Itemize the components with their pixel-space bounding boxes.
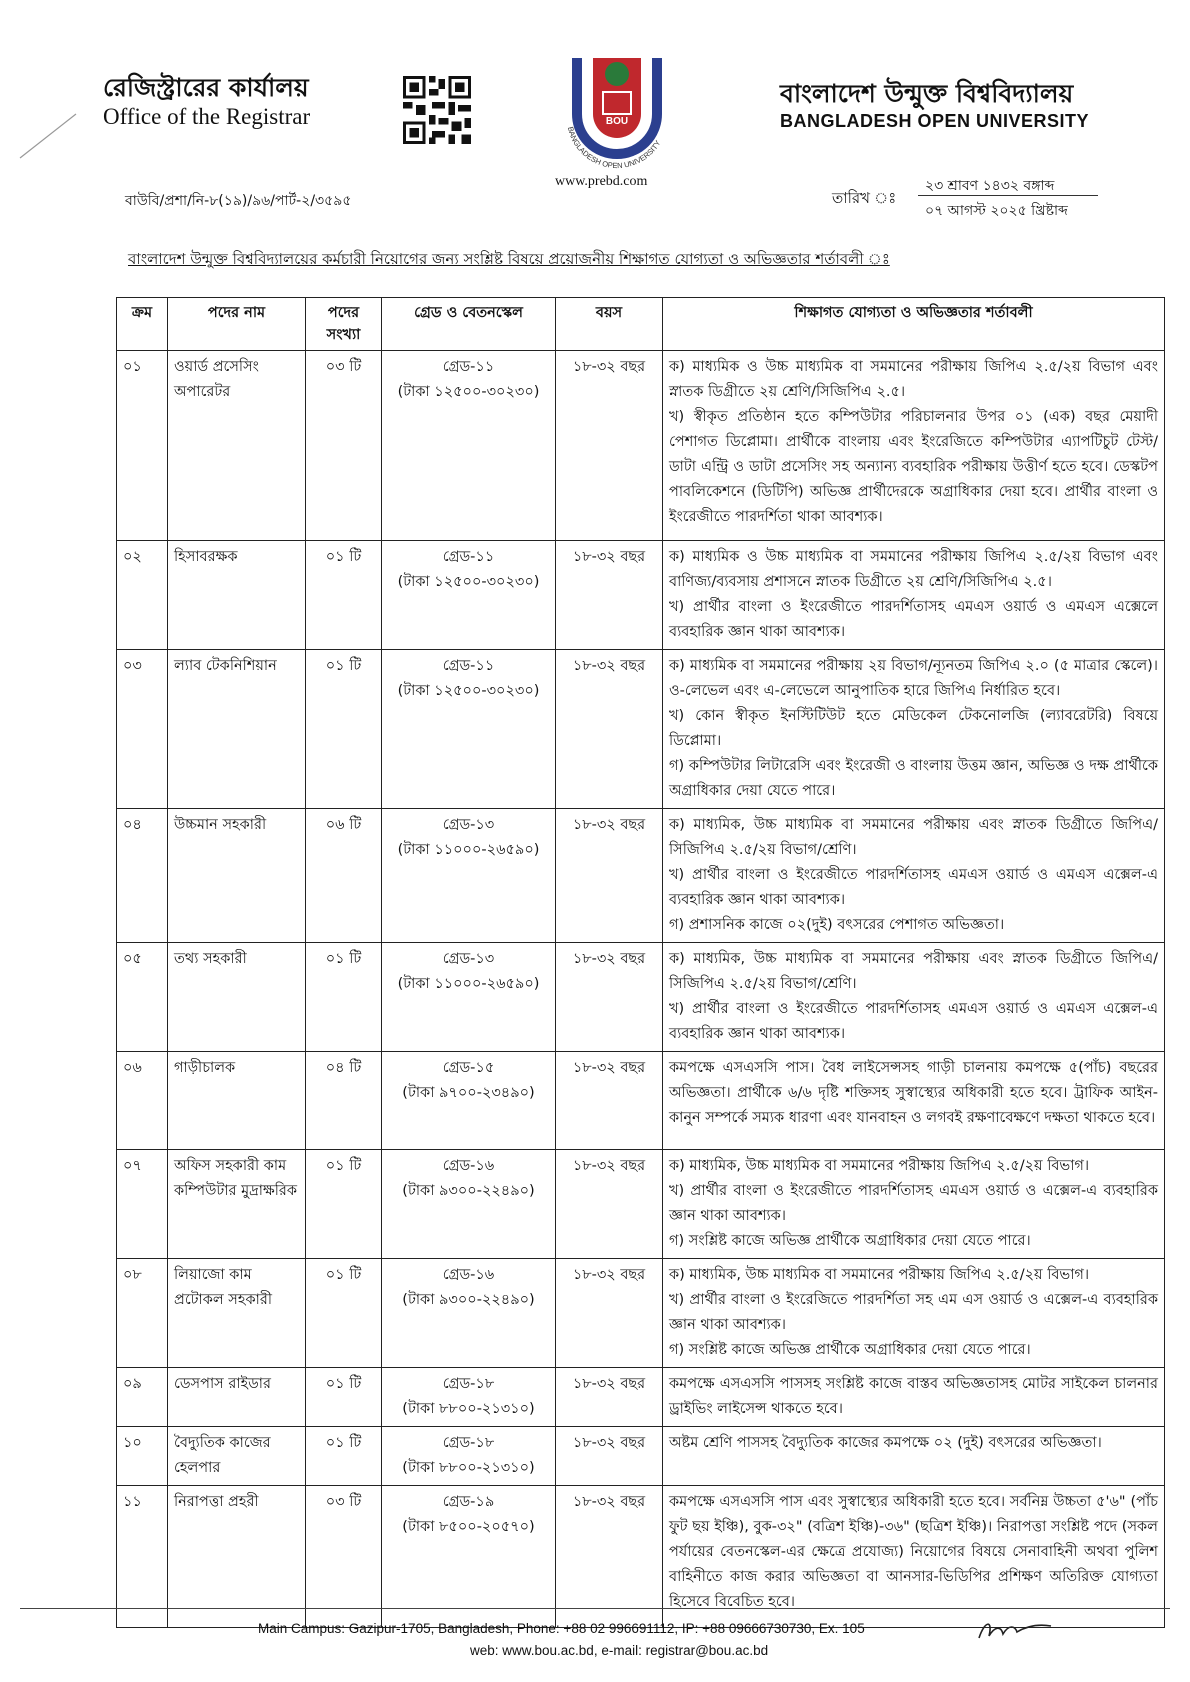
qualification-item: খ) প্রার্থীর বাংলা ও ইংরেজীতে পারদর্শিতাসহ এমএস ওয়ার্ড ও এমএস এক্সেল-এ ব্যবহারিক জ্ঞান থাকা আবশ্যক। [669, 867, 1158, 908]
pay-scale: (টাকা ৯৩০০-২২৪৯০) [402, 1183, 535, 1199]
qualification-item: ক) মাধ্যমিক, উচ্চ মাধ্যমিক বা সমমানের পরীক্ষায় জিপিএ ২.৫/২য় বিভাগ। [669, 1267, 1090, 1283]
pay-scale: (টাকা ৮৫০০-২০৫৭০) [402, 1519, 535, 1535]
row-age-limit: ১৮-৩২ বছর [556, 1052, 663, 1150]
university-name-en: BANGLADESH OPEN UNIVERSITY [780, 111, 1090, 131]
row-qualification [663, 541, 1165, 650]
pay-scale: (টাকা ৮৮০০-২১৩১০) [402, 1460, 535, 1476]
table-row [117, 809, 1165, 943]
table-row [117, 1150, 1165, 1259]
row-grade-scale [382, 1259, 556, 1368]
row-age-limit: ১৮-৩২ বছর [556, 1150, 663, 1259]
row-grade-scale [382, 943, 556, 1052]
header-qualification: শিক্ষাগত যোগ্যতা ও অভিজ্ঞতার শর্তাবলী [663, 298, 1165, 351]
header-post-name: পদের নাম [168, 298, 306, 351]
date-bangla: ২৩ শ্রাবণ ১৪৩২ বঙ্গাব্দ [925, 178, 1055, 194]
university-logo [553, 48, 681, 176]
row-post-name: ওয়ার্ড প্রসেসিং অপারেটর [168, 351, 306, 541]
row-serial: ০৩ [117, 650, 168, 809]
row-qualification [663, 1052, 1165, 1150]
qualification-item: ক) মাধ্যমিক ও উচ্চ মাধ্যমিক বা সমমানের পরীক্ষায় জিপিএ ২.৫/২য় বিভাগ এবং বাণিজ্য/ব্যবসায় প্রশাসনে স্নাতক ডিগ্রীতে ২য় শ্রেণি/সিজিপিএ ২.৫। [669, 549, 1158, 590]
pay-scale: (টাকা ৯৭০০-২৩৪৯০) [402, 1085, 535, 1101]
logo-text: BOU [605, 116, 629, 127]
row-grade-scale [382, 650, 556, 809]
pay-scale: (টাকা ১১০০০-২৬৫৯০) [397, 976, 540, 992]
row-qualification [663, 1368, 1165, 1427]
row-post-count: ০৩ টি [306, 1486, 382, 1628]
row-post-name: ডেসপাস রাইডার [168, 1368, 306, 1427]
row-age-limit: ১৮-৩২ বছর [556, 1259, 663, 1368]
row-qualification [663, 1427, 1165, 1486]
footer-address: Main Campus: Gazipur-1705, Bangladesh, Phone: +88 02 996691112, IP: +88 09666730730, Ex. 105 [258, 1621, 865, 1636]
qualification-item: খ) স্বীকৃত প্রতিষ্ঠান হতে কম্পিউটার পরিচালনার উপর ০১ (এক) বছর মেয়াদী পেশাগত ডিপ্লোমা। প্রার্থীকে বাংলায় এবং ইংরেজিতে কম্পিউটার এ্যাপটিচুট টেস্ট/ডাটা এন্ট্রি ও ডাটা প্রসেসিং সহ অন্যান্য ব্যবহারিক পরীক্ষায় উত্তীর্ণ হতে হবে। ডেস্কটপ পাবলিকেশনে (ডিটিপি) অভিজ্ঞ প্রার্থীদেরকে অগ্রাধিকার দেয়া হবে। প্রার্থীর বাংলা ও ইংরেজীতে পারদর্শিতা থাকা আবশ্যক। [669, 409, 1158, 525]
office-title-en: Office of the Registrar [103, 104, 311, 129]
table-row [117, 1486, 1165, 1628]
pen-scratch-mark [18, 110, 78, 160]
row-post-name: বৈদ্যুতিক কাজের হেলপার [168, 1427, 306, 1486]
qualification-item: কমপক্ষে এসএসসি পাস। বৈধ লাইসেন্সসহ গাড়ী চালনায় কমপক্ষে ৫(পাঁচ) বছরের অভিজ্ঞতা। প্রার্থীকে ৬/৬ দৃষ্টি শক্তিসহ সুস্বাস্থ্যের অধিকারী হতে হবে। ট্রাফিক আইন-কানুন সম্পর্কে সম্যক ধারণা এবং যানবাহন ও লগবই রক্ষণাবেক্ষণে দক্ষতা থাকতে হবে। [669, 1060, 1158, 1126]
table-row [117, 1368, 1165, 1427]
row-grade-scale [382, 809, 556, 943]
row-post-name: উচ্চমান সহকারী [168, 809, 306, 943]
grade-label: গ্রেড-১৮ [442, 1376, 495, 1392]
qualification-item: অষ্টম শ্রেণি পাসসহ বৈদ্যুতিক কাজের কমপক্ষে ০২ (দুই) বৎসরের অভিজ্ঞতা। [669, 1435, 1102, 1451]
row-serial: ১১ [117, 1486, 168, 1628]
row-qualification [663, 1486, 1165, 1628]
pay-scale: (টাকা ৮৮০০-২১৩১০) [402, 1401, 535, 1417]
table-row [117, 351, 1165, 541]
website-text: www.prebd.com [555, 174, 648, 189]
grade-label: গ্রেড-১৩ [442, 817, 495, 833]
grade-label: গ্রেড-১৬ [442, 1267, 495, 1283]
grade-label: গ্রেড-১৮ [442, 1435, 495, 1451]
row-qualification [663, 809, 1165, 943]
footer-contact: web: www.bou.ac.bd, e-mail: registrar@bou.ac.bd [470, 1643, 769, 1658]
qualification-item: গ) সংশ্লিষ্ট কাজে অভিজ্ঞ প্রার্থীকে অগ্রাধিকার দেয়া যেতে পারে। [669, 1342, 1031, 1358]
qr-code-icon [403, 76, 471, 144]
row-age-limit: ১৮-৩২ বছর [556, 351, 663, 541]
row-age-limit: ১৮-৩২ বছর [556, 1486, 663, 1628]
row-post-count: ০৬ টি [306, 809, 382, 943]
qualification-item: ক) মাধ্যমিক বা সমমানের পরীক্ষায় ২য় বিভাগ/ন্যূনতম জিপিএ ২.০ (৫ মাত্রার স্কেলে)। ও-লেভেল এবং এ-লেভেলে আনুপাতিক হারে জিপিএ নির্ধারিত হবে। [669, 658, 1158, 699]
row-qualification [663, 943, 1165, 1052]
row-qualification [663, 650, 1165, 809]
signature-mark [975, 1616, 1055, 1646]
qualification-item: কমপক্ষে এসএসসি পাসসহ সংশ্লিষ্ট কাজে বাস্তব অভিজ্ঞতাসহ মোটর সাইকেল চালনার ড্রাইভিং লাইসেন্স থাকতে হবে। [669, 1376, 1158, 1417]
row-post-count: ০১ টি [306, 1259, 382, 1368]
row-serial: ০৭ [117, 1150, 168, 1259]
qualification-item: গ) প্রশাসনিক কাজে ০২(দুই) বৎসরের পেশাগত অভিজ্ঞতা। [669, 917, 1005, 933]
qualification-item: খ) প্রার্থীর বাংলা ও ইংরেজিতে পারদর্শিতা সহ এম এস ওয়ার্ড ও এক্সেল-এ ব্যবহারিক জ্ঞান থাকা আবশ্যক। [669, 1292, 1158, 1333]
header-post-count: পদের সংখ্যা [306, 298, 382, 351]
memo-number: বাউবি/প্রশা/নি-৮(১৯)/৯৬/পার্ট-২/৩৫৯৫ [125, 193, 352, 209]
grade-label: গ্রেড-১৯ [442, 1494, 495, 1510]
qualification-item: খ) প্রার্থীর বাংলা ও ইংরেজীতে পারদর্শিতাসহ এমএস ওয়ার্ড ও এক্সেল-এ ব্যবহারিক জ্ঞান থাকা আবশ্যক। [669, 1183, 1158, 1224]
row-serial: ০৮ [117, 1259, 168, 1368]
pay-scale: (টাকা ১২৫০০-৩০২৩০) [397, 683, 540, 699]
qualification-item: খ) প্রার্থীর বাংলা ও ইংরেজীতে পারদর্শিতাসহ এমএস ওয়ার্ড ও এমএস এক্সেল-এ ব্যবহারিক জ্ঞান থাকা আবশ্যক। [669, 1001, 1158, 1042]
pay-scale: (টাকা ১১০০০-২৬৫৯০) [397, 842, 540, 858]
row-post-count: ০৪ টি [306, 1052, 382, 1150]
row-post-count: ০১ টি [306, 650, 382, 809]
footer-divider [20, 1608, 1170, 1609]
table-row [117, 1259, 1165, 1368]
row-serial: ০৬ [117, 1052, 168, 1150]
row-age-limit: ১৮-৩২ বছর [556, 1368, 663, 1427]
qualification-item: খ) প্রার্থীর বাংলা ও ইংরেজীতে পারদর্শিতাসহ এমএস ওয়ার্ড ও এমএস এক্সেলে ব্যবহারিক জ্ঞান থাকা আবশ্যক। [669, 599, 1158, 640]
table-row [117, 541, 1165, 650]
grade-label: গ্রেড-১৬ [442, 1158, 495, 1174]
row-post-name: হিসাবরক্ষক [168, 541, 306, 650]
table-row [117, 943, 1165, 1052]
grade-label: গ্রেড-১৩ [442, 951, 495, 967]
row-serial: ০২ [117, 541, 168, 650]
row-serial: ১০ [117, 1427, 168, 1486]
qualification-item: গ) সংশ্লিষ্ট কাজে অভিজ্ঞ প্রার্থীকে অগ্রাধিকার দেয়া যেতে পারে। [669, 1233, 1031, 1249]
table-row [117, 1427, 1165, 1486]
qualification-item: ক) মাধ্যমিক ও উচ্চ মাধ্যমিক বা সমমানের পরীক্ষায় জিপিএ ২.৫/২য় বিভাগ এবং স্নাতক ডিগ্রীতে ২য় শ্রেণি/সিজিপিএ ২.৫। [669, 359, 1158, 400]
row-serial: ০১ [117, 351, 168, 541]
header-age: বয়স [556, 298, 663, 351]
qualification-item: খ) কোন স্বীকৃত ইনস্টিটিউট হতে মেডিকেল টেকনোলজি (ল্যাবরেটরি) বিষয়ে ডিপ্লোমা। [669, 708, 1158, 749]
row-post-name: অফিস সহকারী কাম কম্পিউটার মুদ্রাক্ষরিক [168, 1150, 306, 1259]
row-qualification [663, 1259, 1165, 1368]
row-qualification [663, 351, 1165, 541]
row-grade-scale [382, 1368, 556, 1427]
pay-scale: (টাকা ১২৫০০-৩০২৩০) [397, 384, 540, 400]
grade-label: গ্রেড-১১ [442, 359, 495, 375]
pay-scale: (টাকা ১২৫০০-৩০২৩০) [397, 574, 540, 590]
row-grade-scale [382, 1150, 556, 1259]
qualification-item: কমপক্ষে এসএসসি পাস এবং সুস্বাস্থ্যের অধিকারী হতে হবে। সর্বনিম্ন উচ্চতা ৫'৬" (পাঁচ ফুট ছয় ইঞ্চি), বুক-৩২" (বত্রিশ ইঞ্চি)-৩৬" (ছত্রিশ ইঞ্চি)। নিরাপত্তা সংশ্লিষ্ট পদে (সকল পর্যায়ের বেতনস্কেল-এর ক্ষেত্রে প্রযোজ্য) নিয়োগের বিষয়ে সেনাবাহিনী অথবা পুলিশ বাহিনীতে কাজ করার অভিজ্ঞতা বা আনসার-ভিডিপির প্রশিক্ষণ অতিরিক্ত যোগ্যতা হিসেবে বিবেচিত হবে। [669, 1494, 1158, 1610]
row-post-name: তথ্য সহকারী [168, 943, 306, 1052]
row-grade-scale [382, 541, 556, 650]
header-grade-scale: গ্রেড ও বেতনস্কেল [382, 298, 556, 351]
row-age-limit: ১৮-৩২ বছর [556, 541, 663, 650]
qualification-item: গ) কম্পিউটার লিটারেসি এবং ইংরেজী ও বাংলায় উত্তম জ্ঞান, অভিজ্ঞ ও দক্ষ প্রার্থীকে অগ্রাধিকার দেয়া যেতে পারে। [669, 758, 1158, 799]
row-serial: ০৯ [117, 1368, 168, 1427]
qualification-item: ক) মাধ্যমিক, উচ্চ মাধ্যমিক বা সমমানের পরীক্ষায় জিপিএ ২.৫/২য় বিভাগ। [669, 1158, 1090, 1174]
row-post-count: ০১ টি [306, 1150, 382, 1259]
date-gregorian: ০৭ আগস্ট ২০২৫ খ্রিষ্টাব্দ [925, 203, 1068, 219]
table-header-row [117, 298, 1165, 351]
row-serial: ০৫ [117, 943, 168, 1052]
pay-scale: (টাকা ৯৩০০-২২৪৯০) [402, 1292, 535, 1308]
office-title-bn: রেজিস্ট্রারের কার্যালয় [103, 73, 309, 102]
grade-label: গ্রেড-১১ [442, 658, 495, 674]
logo-ring-text: BANGLADESH OPEN UNIVERSITY [565, 125, 663, 171]
table-row [117, 1052, 1165, 1150]
row-post-count: ০১ টি [306, 1368, 382, 1427]
table-row [117, 650, 1165, 809]
row-qualification [663, 1150, 1165, 1259]
row-post-count: ০১ টি [306, 943, 382, 1052]
row-age-limit: ১৮-৩২ বছর [556, 1427, 663, 1486]
university-name-bn: বাংলাদেশ উন্মুক্ত বিশ্ববিদ্যালয় [780, 79, 1074, 108]
requirements-table [116, 297, 1165, 1628]
row-post-name: লিয়াজো কাম প্রটোকল সহকারী [168, 1259, 306, 1368]
notice-subject: বাংলাদেশ উন্মুক্ত বিশ্ববিদ্যালয়ের কর্মচারী নিয়োগের জন্য সংশ্লিষ্ট বিষয়ে প্রয়োজনীয় শিক্ষাগত যোগ্যতা ও অভিজ্ঞতার শর্তাবলী ঃ [128, 250, 890, 268]
row-age-limit: ১৮-৩২ বছর [556, 943, 663, 1052]
row-age-limit: ১৮-৩২ বছর [556, 650, 663, 809]
row-age-limit: ১৮-৩২ বছর [556, 809, 663, 943]
row-post-count: ০৩ টি [306, 351, 382, 541]
row-serial: ০৪ [117, 809, 168, 943]
row-post-name: নিরাপত্তা প্রহরী [168, 1486, 306, 1628]
qualification-item: ক) মাধ্যমিক, উচ্চ মাধ্যমিক বা সমমানের পরীক্ষায় এবং স্নাতক ডিগ্রীতে জিপিএ/সিজিপিএ ২.৫/২য় বিভাগ/শ্রেণি। [669, 951, 1158, 992]
header-serial: ক্রম [117, 298, 168, 351]
row-grade-scale [382, 1427, 556, 1486]
row-grade-scale [382, 1486, 556, 1628]
row-grade-scale [382, 351, 556, 541]
row-grade-scale [382, 1052, 556, 1150]
row-post-count: ০১ টি [306, 541, 382, 650]
row-post-name: গাড়ীচালক [168, 1052, 306, 1150]
date-label: তারিখ ঃ [832, 189, 897, 207]
grade-label: গ্রেড-১৫ [442, 1060, 495, 1076]
grade-label: গ্রেড-১১ [442, 549, 495, 565]
date-divider [918, 195, 1098, 196]
row-post-name: ল্যাব টেকনিশিয়ান [168, 650, 306, 809]
row-post-count: ০১ টি [306, 1427, 382, 1486]
qualification-item: ক) মাধ্যমিক, উচ্চ মাধ্যমিক বা সমমানের পরীক্ষায় এবং স্নাতক ডিগ্রীতে জিপিএ/সিজিপিএ ২.৫/২য় বিভাগ/শ্রেণি। [669, 817, 1158, 858]
